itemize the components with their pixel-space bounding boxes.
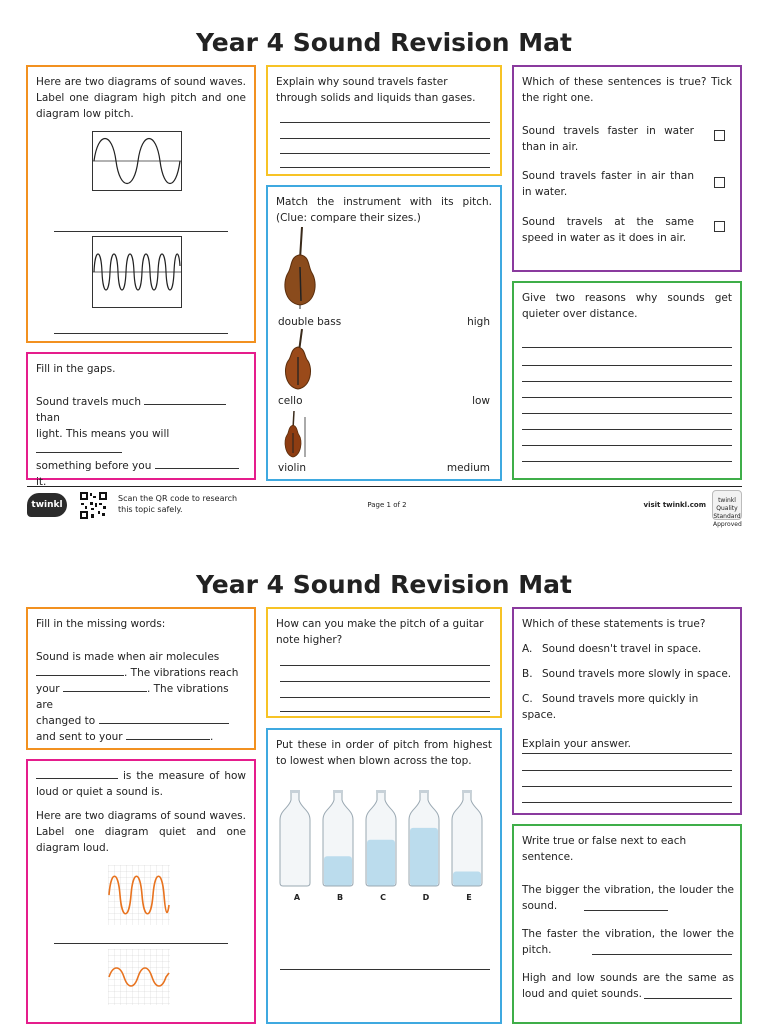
option-letter: B. bbox=[522, 668, 533, 680]
page-2 bbox=[0, 542, 768, 1024]
option-text: Sound travels more quickly in space. bbox=[522, 693, 699, 721]
bottle bbox=[452, 790, 482, 886]
gaps-line-2 bbox=[36, 426, 246, 458]
option-letter: A. bbox=[522, 643, 533, 655]
bottle bbox=[280, 790, 310, 886]
page-title: Year 4 Sound Revision Mat bbox=[195, 28, 573, 57]
gaps-text: light. This means you will bbox=[36, 428, 170, 440]
truth-question: Which of these sentences is true? Tick the right one. bbox=[522, 76, 732, 104]
truth-option: Sound travels faster in air than in water. bbox=[522, 170, 694, 198]
answer-line[interactable] bbox=[280, 153, 490, 154]
space-statements-box bbox=[512, 607, 742, 815]
sound-waves-box bbox=[26, 65, 256, 343]
instrument-label: cello bbox=[278, 395, 303, 407]
explain-label: Explain your answer. bbox=[522, 738, 632, 750]
space-option bbox=[522, 691, 732, 723]
answer-line[interactable] bbox=[280, 138, 490, 139]
bottle-outline bbox=[452, 790, 482, 886]
truefalse-text: High and low sounds are the same as loud and quiet sounds. bbox=[522, 972, 734, 1000]
low-pitch-wave-diagram bbox=[92, 131, 182, 191]
cello-image bbox=[282, 329, 314, 391]
bottle-rim bbox=[376, 790, 386, 793]
violin-image bbox=[282, 411, 308, 459]
truth-option: Sound travels at the same speed in water as it does in air. bbox=[522, 216, 694, 244]
bottle-label: C bbox=[380, 893, 386, 902]
answer-line[interactable] bbox=[54, 333, 228, 334]
answer-line[interactable] bbox=[522, 802, 732, 803]
answer-line[interactable] bbox=[522, 381, 732, 382]
gaps-line-1 bbox=[36, 394, 246, 426]
bottle-outline bbox=[280, 790, 310, 886]
qr-caption: Scan the QR code to research this topic safely. bbox=[118, 494, 238, 514]
quality-badge: twinkl Quality Standard Approved bbox=[712, 490, 742, 520]
gaps-text: something before you bbox=[36, 460, 152, 472]
bottle-rim bbox=[290, 790, 300, 793]
answer-line[interactable] bbox=[280, 681, 490, 682]
missing-line-3 bbox=[36, 681, 246, 713]
loud-wave-diagram bbox=[108, 865, 170, 925]
space-question: Which of these statements is true? bbox=[522, 618, 706, 630]
answer-line[interactable] bbox=[280, 167, 490, 168]
blank-field[interactable] bbox=[36, 442, 122, 453]
answer-line[interactable] bbox=[54, 943, 228, 944]
bottle-label: A bbox=[293, 893, 301, 902]
missing-words-box bbox=[26, 607, 256, 750]
quieter-distance-box bbox=[512, 281, 742, 480]
bottles-diagram bbox=[272, 790, 498, 890]
missing-heading: Fill in the missing words: bbox=[36, 618, 166, 630]
bottle-outline bbox=[366, 790, 396, 886]
bottle-outline bbox=[409, 790, 439, 886]
true-sentence-box bbox=[512, 65, 742, 272]
solids-question: Explain why sound travels faster through solids and liquids than gases. bbox=[276, 76, 476, 104]
gaps-text: it. bbox=[36, 476, 47, 488]
quiet-wave-diagram bbox=[108, 949, 170, 1005]
answer-line[interactable] bbox=[280, 697, 490, 698]
gaps-text: Sound travels much bbox=[36, 396, 141, 408]
instrument-label: violin bbox=[278, 462, 307, 474]
bottle-outline bbox=[323, 790, 353, 886]
missing-text: . The vibrations are bbox=[36, 683, 229, 711]
bottles-question: Put these in order of pitch from highest to lowest when blown across the top. bbox=[276, 739, 492, 767]
missing-text: your bbox=[36, 683, 60, 695]
answer-line[interactable] bbox=[280, 665, 490, 666]
bottle-rim bbox=[333, 790, 343, 793]
solids-liquids-box bbox=[266, 65, 502, 176]
bottle bbox=[409, 790, 439, 886]
instrument-label: double bass bbox=[278, 316, 342, 328]
answer-line[interactable] bbox=[592, 954, 732, 955]
option-letter: C. bbox=[522, 693, 533, 705]
loud-intro bbox=[36, 768, 246, 800]
bottle-rim bbox=[462, 790, 472, 793]
instruments-box bbox=[266, 185, 502, 481]
truefalse-text: The bigger the vibration, the louder the sound. bbox=[522, 884, 734, 912]
double-bass-image bbox=[282, 227, 318, 309]
page-number: Page 1 of 2 bbox=[367, 501, 407, 509]
fill-gaps-box bbox=[26, 352, 256, 488]
answer-line[interactable] bbox=[522, 429, 732, 430]
answer-line[interactable] bbox=[644, 998, 732, 999]
missing-text: and sent to your bbox=[36, 731, 123, 743]
answer-line[interactable] bbox=[522, 397, 732, 398]
bottle-label: D bbox=[422, 893, 430, 902]
qr-code-icon[interactable] bbox=[79, 491, 108, 520]
bottle-label: E bbox=[466, 893, 472, 902]
blank-field[interactable] bbox=[63, 681, 147, 692]
answer-line[interactable] bbox=[584, 910, 668, 911]
option-text: Sound doesn't travel in space. bbox=[542, 643, 702, 655]
option-text: Sound travels more slowly in space. bbox=[542, 668, 732, 680]
answer-line[interactable] bbox=[522, 445, 732, 446]
bottle-label: B bbox=[336, 893, 344, 902]
guitar-pitch-box bbox=[266, 607, 502, 718]
blank-field[interactable] bbox=[99, 713, 229, 724]
page-title: Year 4 Sound Revision Mat bbox=[195, 570, 573, 599]
blank-field[interactable] bbox=[36, 768, 118, 779]
truth-option: Sound travels faster in water than in air. bbox=[522, 125, 694, 153]
answer-line[interactable] bbox=[280, 969, 490, 970]
bottle-rim bbox=[419, 790, 429, 793]
answer-line[interactable] bbox=[522, 365, 732, 366]
answer-line[interactable] bbox=[522, 770, 732, 771]
answer-line[interactable] bbox=[54, 231, 228, 232]
high-pitch-wave-diagram bbox=[92, 236, 182, 308]
pitch-label: low bbox=[472, 395, 490, 407]
tick-checkbox[interactable] bbox=[714, 130, 725, 141]
truefalse-text: The faster the vibration, the lower the pitch. bbox=[522, 928, 734, 956]
answer-line[interactable] bbox=[280, 122, 490, 123]
missing-line-2 bbox=[36, 665, 246, 681]
guitar-question: How can you make the pitch of a guitar note higher? bbox=[276, 618, 484, 646]
truefalse-heading: Write true or false next to each sentence. bbox=[522, 835, 687, 863]
missing-text: changed to bbox=[36, 715, 96, 727]
answer-line[interactable] bbox=[522, 461, 732, 462]
page-footer bbox=[27, 486, 742, 526]
answer-line[interactable] bbox=[522, 753, 732, 754]
loud-quiet-box bbox=[26, 759, 256, 1024]
missing-text: . The vibrations reach bbox=[124, 667, 239, 679]
loud-intro-text: is the measure of how loud or quiet a sound is. bbox=[36, 770, 246, 798]
space-option bbox=[522, 666, 732, 682]
waves-instructions: Here are two diagrams of sound waves. Label one diagram high pitch and one diagram low pitch. bbox=[36, 76, 246, 120]
tick-checkbox[interactable] bbox=[714, 221, 725, 232]
bottle bbox=[366, 790, 396, 886]
missing-line-4 bbox=[36, 713, 246, 729]
true-false-box bbox=[512, 824, 742, 1024]
missing-text: . bbox=[209, 731, 214, 743]
answer-line[interactable] bbox=[522, 786, 732, 787]
tick-checkbox[interactable] bbox=[714, 177, 725, 188]
site-link[interactable]: visit twinkl.com bbox=[643, 501, 706, 509]
answer-line[interactable] bbox=[522, 347, 732, 348]
answer-line[interactable] bbox=[280, 711, 490, 712]
space-option bbox=[522, 641, 732, 657]
twinkl-logo: twinkl bbox=[27, 493, 67, 517]
pitch-label: high bbox=[467, 316, 490, 328]
pitch-label: medium bbox=[446, 462, 490, 474]
blank-field[interactable] bbox=[126, 729, 210, 740]
answer-line[interactable] bbox=[522, 413, 732, 414]
bottles-box bbox=[266, 728, 502, 1024]
match-question: Match the instrument with its pitch. (Clue: compare their sizes.) bbox=[276, 196, 492, 224]
blank-field[interactable] bbox=[144, 394, 226, 405]
missing-line-5 bbox=[36, 729, 246, 745]
blank-field[interactable] bbox=[36, 665, 124, 676]
gaps-text: than bbox=[36, 412, 60, 424]
blank-field[interactable] bbox=[155, 458, 239, 469]
bottle bbox=[323, 790, 353, 886]
quieter-question: Give two reasons why sounds get quieter over distance. bbox=[522, 292, 732, 320]
loud-instructions: Here are two diagrams of sound waves. Label one diagram quiet and one diagram loud. bbox=[36, 810, 246, 854]
missing-line-1: Sound is made when air molecules bbox=[36, 651, 220, 663]
gaps-heading: Fill in the gaps. bbox=[36, 363, 116, 375]
